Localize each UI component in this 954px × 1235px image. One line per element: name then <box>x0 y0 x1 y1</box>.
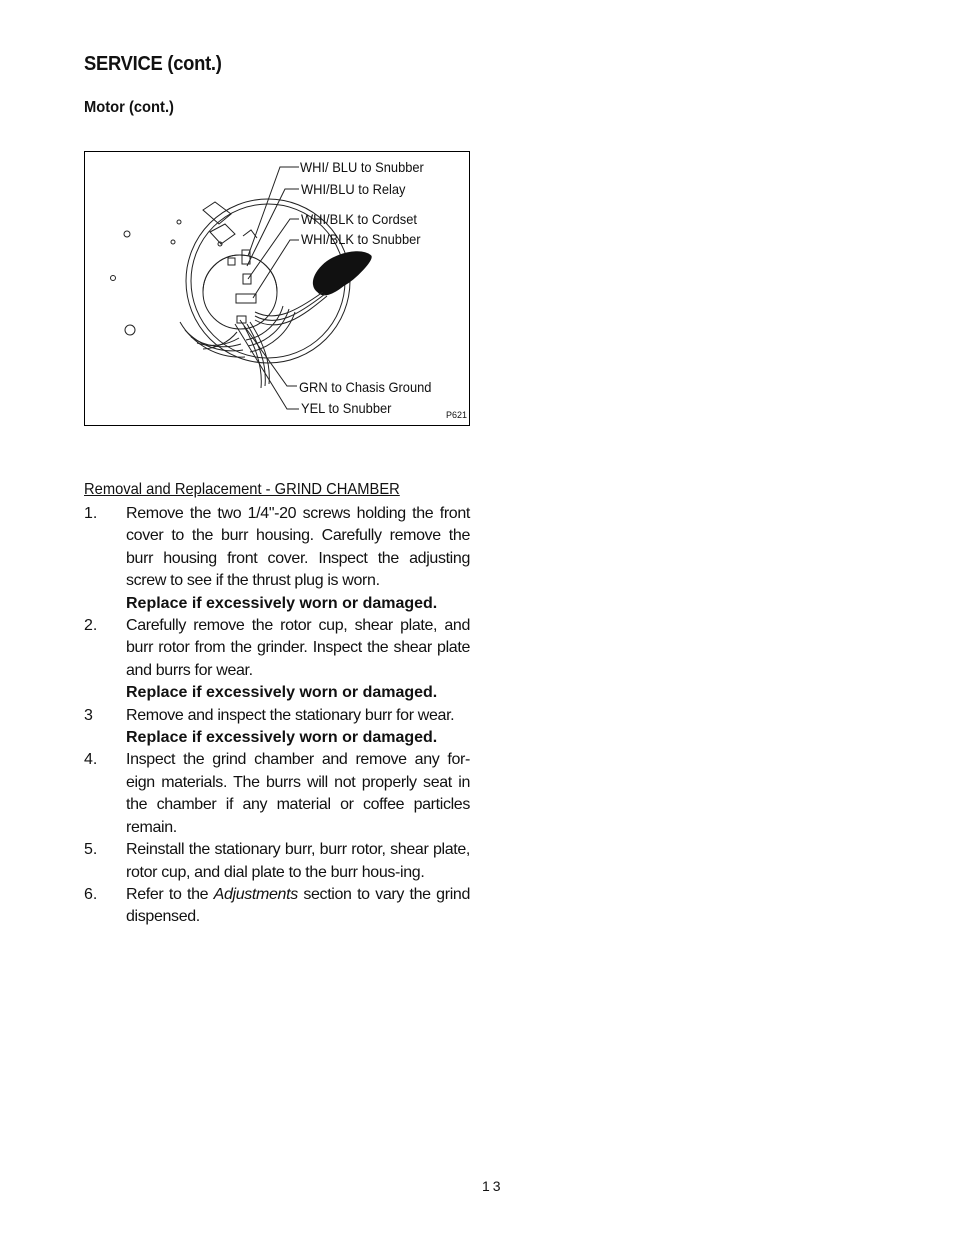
step-number: 6. <box>84 885 98 903</box>
callout-whi-blk-cordset: WHI/BLK to Cordset <box>301 211 417 227</box>
step-warning: Replace if excessively worn or damaged. <box>126 729 438 747</box>
callout-whi-blu-snubber: WHI/ BLU to Snubber <box>300 159 424 175</box>
list-item <box>84 705 470 750</box>
list-item <box>84 839 470 884</box>
step-number: 1. <box>84 505 98 522</box>
adjustments-reference: Adjustments <box>213 885 298 903</box>
step-warning: Replace if excessively worn or damaged. <box>126 684 438 702</box>
step-number: 4. <box>84 751 98 769</box>
terminal-block <box>228 258 235 265</box>
list-item <box>84 884 470 929</box>
callout-yel-snubber: YEL to Snubber <box>301 400 392 416</box>
section-subtitle: Motor (cont.) <box>84 99 174 116</box>
motor-wiring-figure <box>84 151 470 426</box>
list-item <box>84 615 470 705</box>
step-text: Carefully remove the rotor cup, shear plate, and burr rotor from the grinder. Inspect the shear plate and burrs for wear. <box>126 617 470 679</box>
list-item <box>84 503 470 615</box>
step-number: 5. <box>84 841 98 859</box>
figure-code: P621 <box>446 410 468 420</box>
steps-list <box>84 503 470 929</box>
leader-grn-ground <box>240 320 297 386</box>
page-title: SERVICE (cont.) <box>84 53 222 75</box>
step-number: 2. <box>84 617 98 635</box>
step-text: Inspect the grind chamber and remove any for-eign materials. The burrs will not properly seat in the chamber if any material or coffee particles remain. <box>126 751 470 836</box>
cordset-plug <box>313 252 371 295</box>
leader-whi-blk-snubber <box>253 240 299 298</box>
callout-whi-blu-relay: WHI/BLU to Relay <box>301 181 406 197</box>
step-text: Reinstall the stationary burr, burr rotor, shear plate, rotor cup, and dial plate to the burr hous-ing. <box>126 841 470 881</box>
step-text: Remove the two 1/4"-20 screws holding the front cover to the burr housing. Carefully remove the burr housing front cover. Inspect the adjusting screw to see if the thrust plug is worn. <box>126 505 470 590</box>
section-heading: Removal and Replacement - GRIND CHAMBER <box>84 481 400 498</box>
callout-grn-chasis-ground: GRN to Chasis Ground <box>299 379 432 395</box>
step-warning: Replace if excessively worn or damaged. <box>126 594 438 612</box>
callout-whi-blk-snubber: WHI/BLK to Snubber <box>301 231 421 247</box>
list-item <box>84 749 470 839</box>
leader-yel-snubber <box>235 324 299 409</box>
step-text: Remove and inspect the stationary burr for wear. <box>126 706 455 724</box>
step-text-after: section to vary the grind dispensed. <box>126 885 470 926</box>
page-number: 13 <box>482 1178 504 1194</box>
step-text-before: Refer to the <box>126 885 214 903</box>
step-number: 3 <box>84 706 93 724</box>
